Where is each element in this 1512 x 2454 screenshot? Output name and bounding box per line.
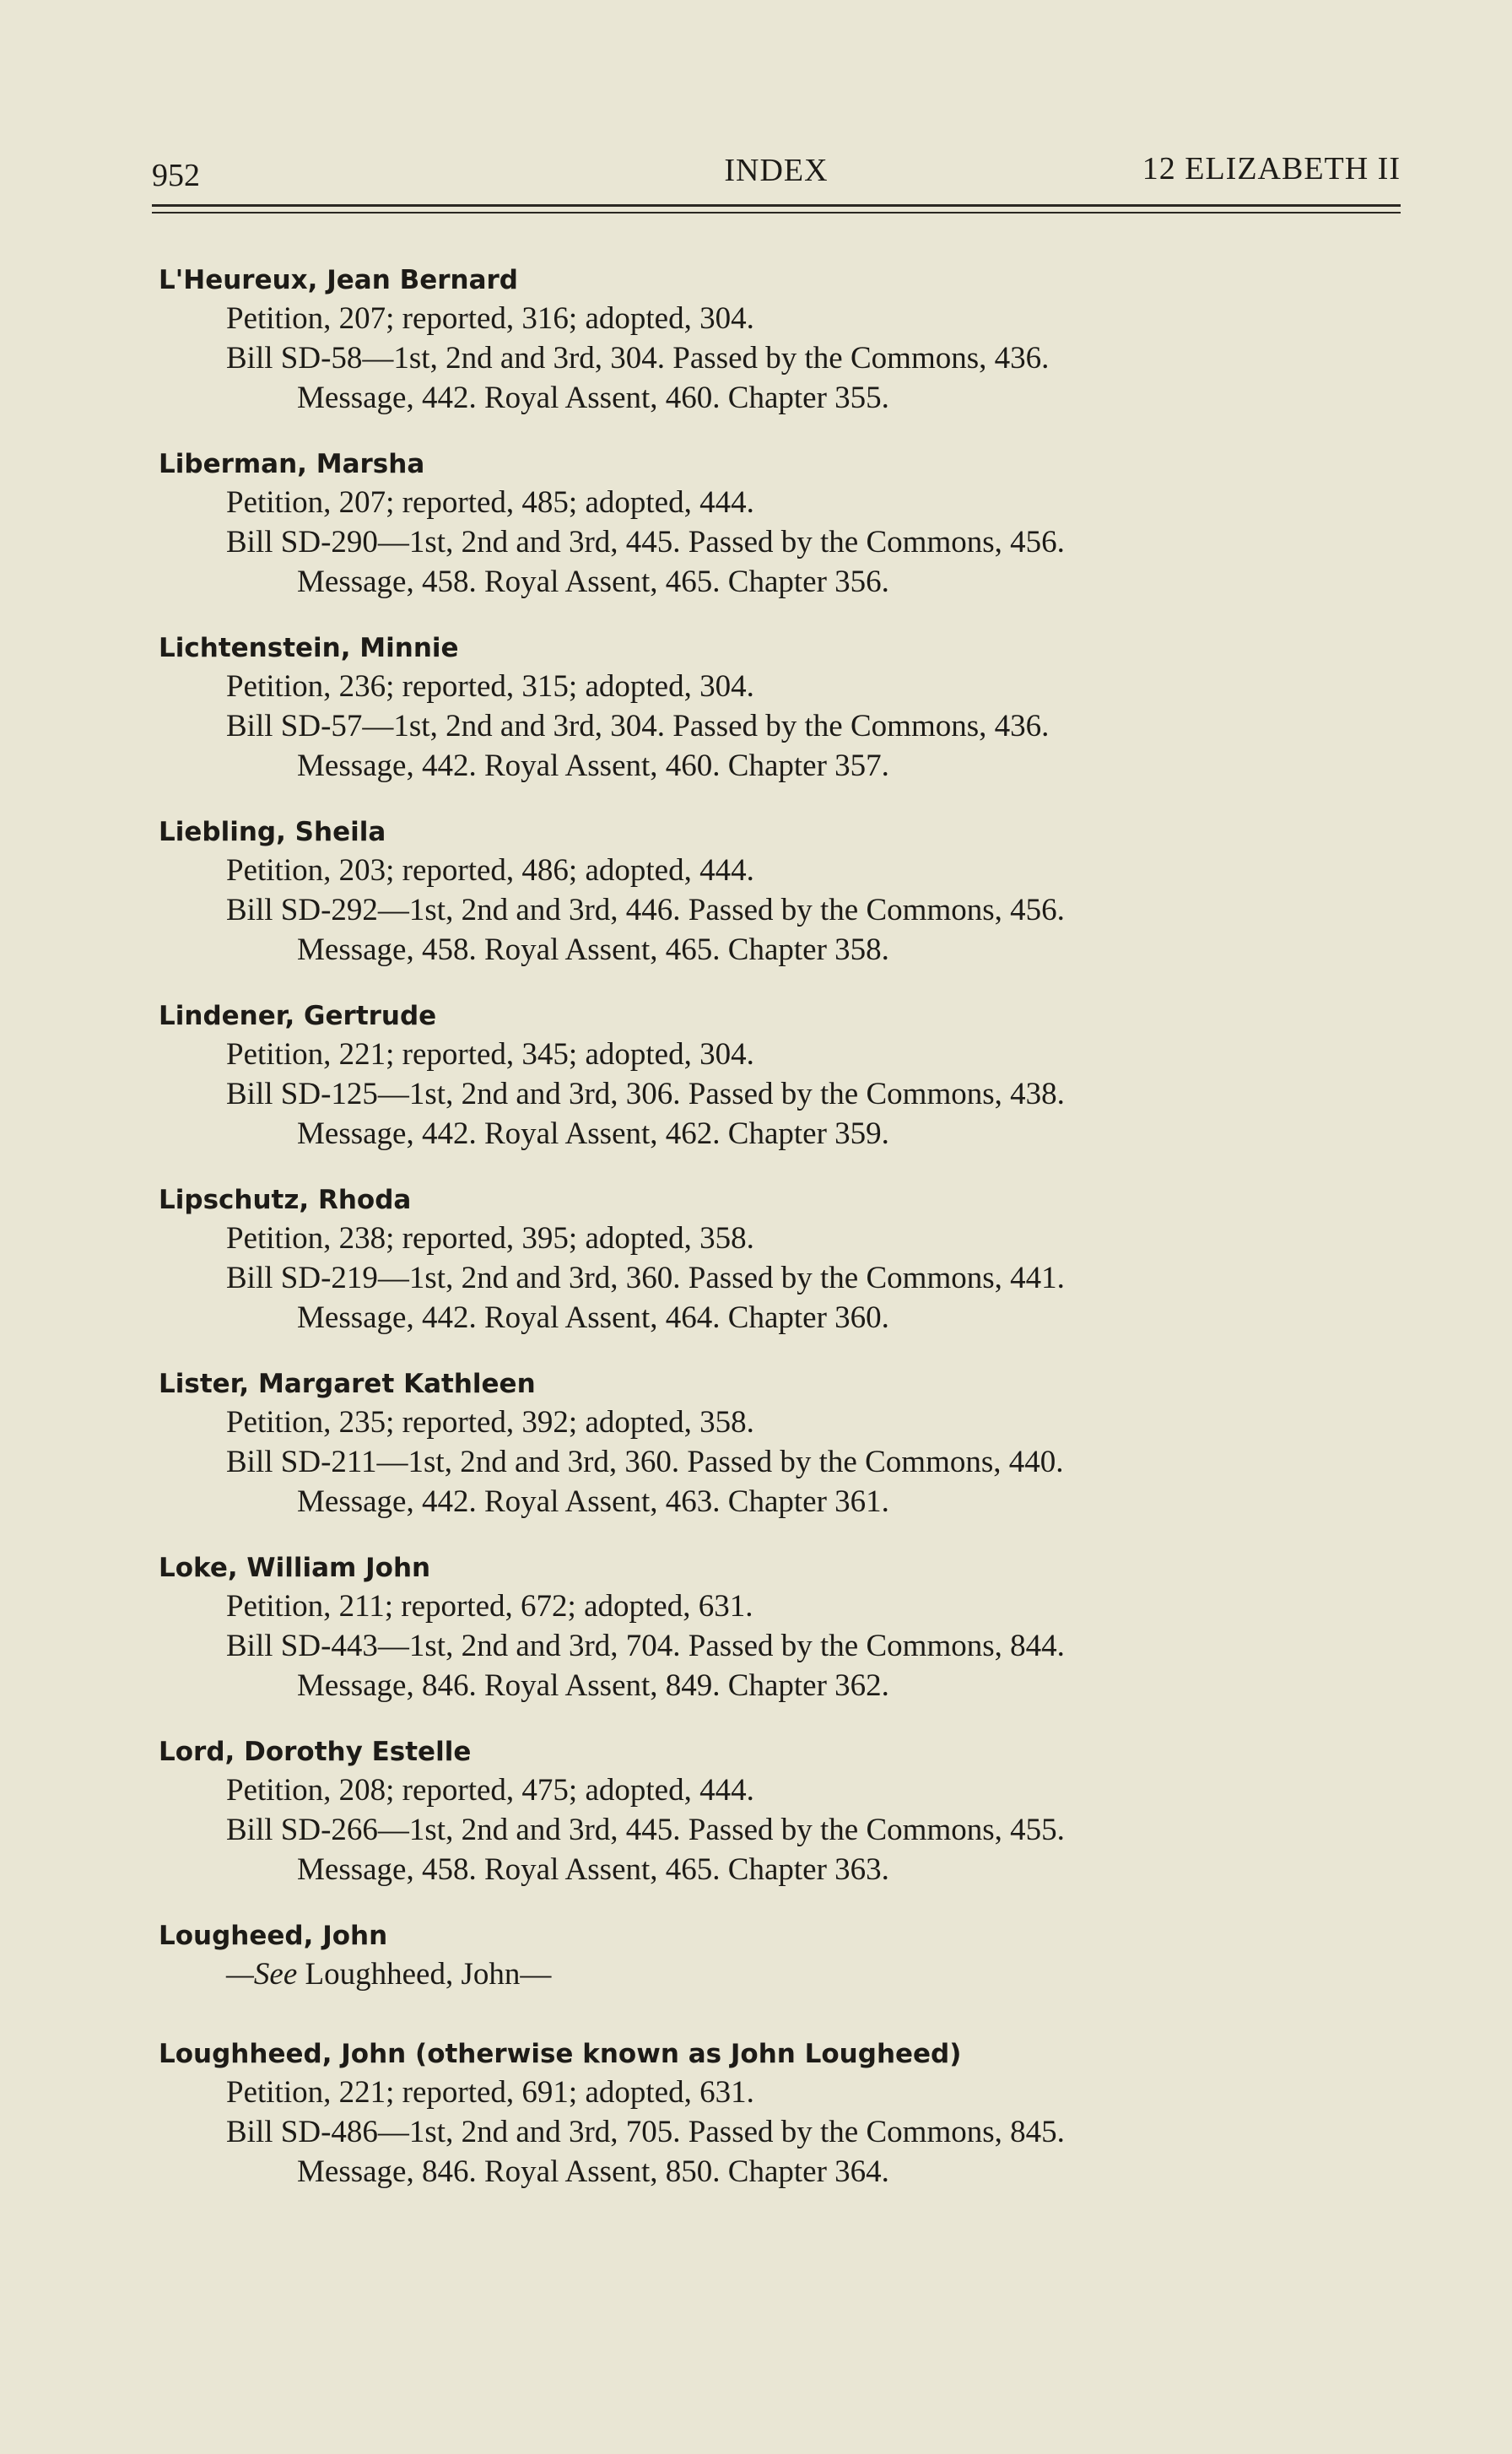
entry-name: Liberman, Marsha	[159, 449, 425, 479]
page-header	[152, 145, 1401, 193]
entry-petition: Petition, 221; reported, 691; adopted, 631.	[226, 2075, 754, 2110]
index-entry	[159, 1733, 1357, 1917]
entry-petition: Petition, 207; reported, 485; adopted, 444.	[226, 485, 754, 520]
entry-name: L'Heureux, Jean Bernard	[159, 265, 518, 295]
index-entries	[159, 262, 1357, 2219]
see-label: —See	[226, 1957, 298, 1992]
entry-bill: Bill SD-290—1st, 2nd and 3rd, 445. Passed by the Commons, 456.	[226, 525, 1065, 559]
entry-assent: Message, 442. Royal Assent, 460. Chapter 357.	[297, 749, 889, 783]
entry-petition: Petition, 221; reported, 345; adopted, 304.	[226, 1037, 754, 1072]
entry-bill: Bill SD-211—1st, 2nd and 3rd, 360. Passed by the Commons, 440.	[226, 1445, 1064, 1479]
header-rule-top	[152, 204, 1401, 207]
entry-petition: Petition, 236; reported, 315; adopted, 304.	[226, 669, 754, 704]
entry-name: Lister, Margaret Kathleen	[159, 1369, 536, 1399]
header-rule-bottom	[152, 212, 1401, 214]
entry-assent: Message, 442. Royal Assent, 460. Chapter 355.	[297, 381, 889, 415]
index-entry	[159, 2035, 1357, 2219]
entry-petition: Petition, 207; reported, 316; adopted, 304.	[226, 301, 754, 336]
entry-assent: Message, 846. Royal Assent, 849. Chapter 362.	[297, 1668, 889, 1703]
entry-name: Loughheed, John (otherwise known as John Lougheed)	[159, 2039, 962, 2069]
entry-name: Lord, Dorothy Estelle	[159, 1737, 472, 1767]
entry-see-reference	[159, 1954, 1357, 1994]
entry-name: Lougheed, John	[159, 1921, 388, 1951]
index-entry-cross-reference	[159, 1917, 1357, 2035]
entry-petition: Petition, 238; reported, 395; adopted, 358.	[226, 1221, 754, 1256]
index-entry	[159, 813, 1357, 997]
entry-name: Lindener, Gertrude	[159, 1001, 437, 1031]
entry-assent: Message, 458. Royal Assent, 465. Chapter 358.	[297, 932, 889, 967]
entry-bill: Bill SD-443—1st, 2nd and 3rd, 704. Passed by the Commons, 844.	[226, 1629, 1065, 1663]
entry-name: Lipschutz, Rhoda	[159, 1185, 412, 1215]
index-entry	[159, 446, 1357, 630]
see-target: Loughheed, John—	[297, 1957, 552, 1992]
entry-name: Lichtenstein, Minnie	[159, 633, 459, 663]
section-title: INDEX	[724, 153, 829, 188]
entry-bill: Bill SD-57—1st, 2nd and 3rd, 304. Passed by the Commons, 436.	[226, 709, 1050, 743]
entry-name: Loke, William John	[159, 1553, 431, 1583]
entry-bill: Bill SD-486—1st, 2nd and 3rd, 705. Passed by the Commons, 845.	[226, 2115, 1065, 2149]
index-entry	[159, 1365, 1357, 1549]
entry-bill: Bill SD-219—1st, 2nd and 3rd, 360. Passed by the Commons, 441.	[226, 1261, 1065, 1295]
index-entry	[159, 997, 1357, 1181]
entry-assent: Message, 458. Royal Assent, 465. Chapter 356.	[297, 565, 889, 599]
entry-petition: Petition, 211; reported, 672; adopted, 631.	[226, 1589, 753, 1624]
entry-bill: Bill SD-292—1st, 2nd and 3rd, 446. Passed by the Commons, 456.	[226, 893, 1065, 927]
entry-assent: Message, 442. Royal Assent, 462. Chapter 359.	[297, 1116, 889, 1151]
entry-petition: Petition, 235; reported, 392; adopted, 358.	[226, 1405, 754, 1440]
index-entry	[159, 630, 1357, 813]
index-entry	[159, 1549, 1357, 1733]
entry-bill: Bill SD-266—1st, 2nd and 3rd, 445. Passed by the Commons, 455.	[226, 1813, 1065, 1847]
entry-assent: Message, 458. Royal Assent, 465. Chapter 363.	[297, 1852, 889, 1887]
index-entry	[159, 1181, 1357, 1365]
entry-assent: Message, 442. Royal Assent, 463. Chapter 361.	[297, 1484, 889, 1519]
entry-name: Liebling, Sheila	[159, 817, 386, 847]
page-number: 952	[152, 158, 200, 193]
entry-assent: Message, 846. Royal Assent, 850. Chapter 364.	[297, 2154, 889, 2189]
entry-petition: Petition, 208; reported, 475; adopted, 444.	[226, 1773, 754, 1808]
running-head: 12 ELIZABETH II	[1142, 151, 1401, 186]
entry-bill: Bill SD-125—1st, 2nd and 3rd, 306. Passed by the Commons, 438.	[226, 1077, 1065, 1111]
entry-petition: Petition, 203; reported, 486; adopted, 444.	[226, 853, 754, 888]
index-entry	[159, 262, 1357, 446]
entry-assent: Message, 442. Royal Assent, 464. Chapter 360.	[297, 1300, 889, 1335]
entry-bill: Bill SD-58—1st, 2nd and 3rd, 304. Passed by the Commons, 436.	[226, 341, 1050, 376]
